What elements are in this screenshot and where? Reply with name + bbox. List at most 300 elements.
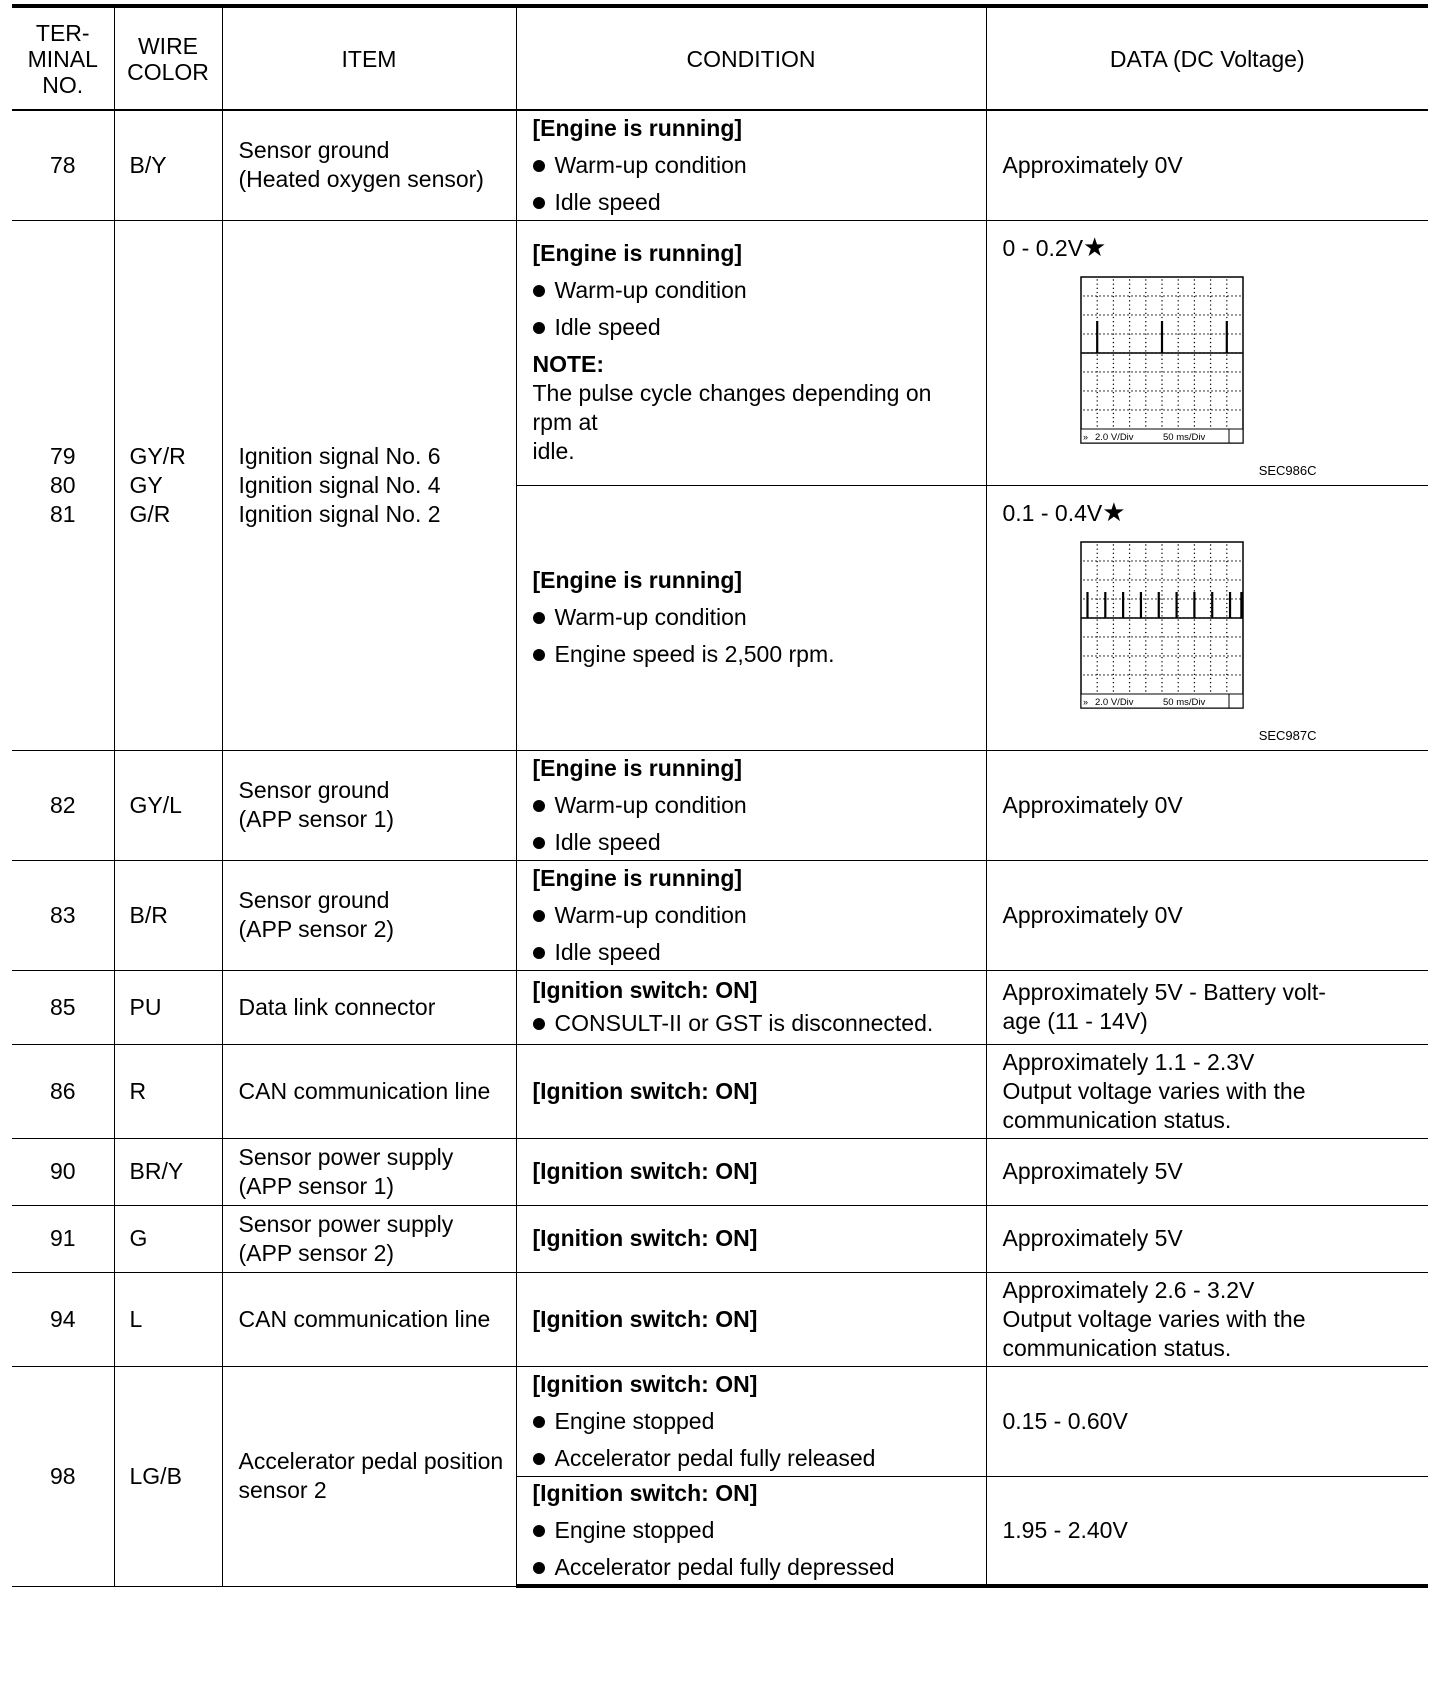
scope-grid-dot	[1177, 358, 1178, 359]
scope-grid-dot	[1143, 674, 1144, 675]
scope-grid-dot	[1128, 623, 1129, 624]
scope-corner-box	[1229, 694, 1243, 708]
scope-grid-dot	[1155, 598, 1156, 599]
scope-grid-dot	[1177, 665, 1178, 666]
scope-grid-dot	[1099, 674, 1100, 675]
scope-grid-dot	[1209, 665, 1210, 666]
scope-grid-dot	[1226, 648, 1227, 649]
scope-grid-dot	[1119, 655, 1120, 656]
wire-color: BR/Y	[114, 1138, 222, 1205]
scope-grid-dot	[1096, 283, 1097, 284]
scope-grid-dot	[1128, 279, 1129, 280]
scope-grid-dot	[1171, 390, 1172, 391]
scope-grid-dot	[1175, 674, 1176, 675]
scope-grid-dot	[1171, 333, 1172, 334]
scope-grid-dot	[1187, 295, 1188, 296]
scope-grid-dot	[1161, 362, 1162, 363]
scope-grid-dot	[1209, 619, 1210, 620]
scope-grid-dot	[1161, 573, 1162, 574]
scope-grid-dot	[1128, 673, 1129, 674]
scope-grid-dot	[1128, 686, 1129, 687]
scope-grid-dot	[1209, 573, 1210, 574]
terminal-no-80: 80	[49, 471, 76, 498]
scope-grid-dot	[1239, 314, 1240, 315]
item-cell	[222, 860, 516, 970]
scope-grid-dot	[1177, 350, 1178, 351]
scope-grid-dot	[1145, 560, 1146, 561]
scope-grid-dot	[1226, 362, 1227, 363]
scope-grid-dot	[1115, 295, 1116, 296]
scope-grid-dot	[1145, 619, 1146, 620]
scope-grid-dot	[1112, 606, 1113, 607]
scope-grid-dot	[1177, 627, 1178, 628]
scope-grid-dot	[1207, 371, 1208, 372]
scope-grid-dot	[1128, 594, 1129, 595]
scope-grid-dot	[1175, 390, 1176, 391]
scope-grid-dot	[1083, 598, 1084, 599]
scope-grid-dot	[1128, 640, 1129, 641]
scope-grid-dot	[1226, 598, 1227, 599]
scope-grid-dot	[1145, 362, 1146, 363]
scope-grid-dot	[1161, 556, 1162, 557]
scope-grid-dot	[1177, 615, 1178, 616]
scope-grid-dot	[1239, 409, 1240, 410]
scope-grid-dot	[1128, 358, 1129, 359]
scope-grid-dot	[1107, 409, 1108, 410]
scope-grid-dot	[1087, 314, 1088, 315]
scope-grid-dot	[1191, 636, 1192, 637]
scope-grid-dot	[1193, 304, 1194, 305]
scope-grid-dot	[1209, 677, 1210, 678]
scope-grid-dot	[1193, 421, 1194, 422]
scope-grid-dot	[1147, 333, 1148, 334]
scope-grid-dot	[1128, 350, 1129, 351]
scope-grid-dot	[1211, 333, 1212, 334]
scope-grid-dot	[1223, 636, 1224, 637]
scope-grid-dot	[1193, 623, 1194, 624]
scope-grid-dot	[1193, 325, 1194, 326]
scope-grid-dot	[1215, 636, 1216, 637]
scope-grid-dot	[1195, 560, 1196, 561]
scope-grid-dot	[1209, 577, 1210, 578]
scope-grid-dot	[1209, 425, 1210, 426]
scope-grid-dot	[1171, 371, 1172, 372]
scope-grid-dot	[1209, 636, 1210, 637]
scope-grid-dot	[1096, 636, 1097, 637]
scope-grid-dot	[1207, 560, 1208, 561]
scope-grid-dot	[1096, 400, 1097, 401]
scope-grid-dot	[1103, 674, 1104, 675]
scope-grid-dot	[1161, 396, 1162, 397]
scope-grid-dot	[1177, 644, 1178, 645]
scope-grid-dot	[1179, 295, 1180, 296]
data-cell: Approximately 0V	[986, 860, 1428, 970]
condition-cell	[516, 970, 986, 1044]
scope-grid-dot	[1087, 333, 1088, 334]
scope-grid-dot	[1147, 655, 1148, 656]
scope-grid-dot	[1111, 579, 1112, 580]
scope-grid-dot	[1226, 556, 1227, 557]
scope-grid-dot	[1128, 631, 1129, 632]
scope-grid-dot	[1161, 565, 1162, 566]
scope-grid-dot	[1226, 416, 1227, 417]
scope-grid-dot	[1219, 579, 1220, 580]
scope-grid-dot	[1193, 644, 1194, 645]
scope-grid-dot	[1143, 390, 1144, 391]
terminal-no: 91	[12, 1205, 114, 1272]
scope-grid-dot	[1177, 636, 1178, 637]
scope-grid-dot	[1226, 300, 1227, 301]
scope-grid-dot	[1226, 606, 1227, 607]
scope-grid-dot	[1155, 409, 1156, 410]
scope-grid-dot	[1103, 390, 1104, 391]
scope-grid-dot	[1209, 615, 1210, 616]
terminal-no: 98	[12, 1366, 114, 1586]
scope-grid-dot	[1091, 409, 1092, 410]
scope-grid-dot	[1209, 350, 1210, 351]
scope-grid-dot	[1167, 636, 1168, 637]
scope-grid-dot	[1209, 379, 1210, 380]
scope-grid-dot	[1161, 598, 1162, 599]
scope-grid-dot	[1195, 598, 1196, 599]
scope-grid-dot	[1151, 390, 1152, 391]
scope-grid-dot	[1195, 579, 1196, 580]
scope-grid-dot	[1087, 409, 1088, 410]
scope-grid-dot	[1193, 371, 1194, 372]
scope-grid-dot	[1145, 631, 1146, 632]
scope-grid-dot	[1161, 690, 1162, 691]
scope-grid-dot	[1107, 655, 1108, 656]
scope-grid-dot	[1209, 354, 1210, 355]
scope-grid-dot	[1209, 291, 1210, 292]
scope-grid-dot	[1167, 560, 1168, 561]
scope-grid-dot	[1235, 390, 1236, 391]
scope-grid-dot	[1226, 611, 1227, 612]
scope-grid-dot	[1151, 598, 1152, 599]
scope-grid-dot	[1091, 598, 1092, 599]
header-condition: CONDITION	[516, 6, 986, 110]
scope-grid-dot	[1096, 291, 1097, 292]
scope-grid-dot	[1128, 333, 1129, 334]
scope-grid-dot	[1177, 548, 1178, 549]
scope-grid-dot	[1161, 544, 1162, 545]
scope-grid-dot	[1128, 325, 1129, 326]
scope-grid-dot	[1131, 390, 1132, 391]
note-heading: NOTE:	[532, 351, 605, 377]
scope-grid-dot	[1177, 362, 1178, 363]
scope-grid-dot	[1183, 560, 1184, 561]
condition-bullet	[533, 313, 976, 342]
scope-grid-dot	[1112, 329, 1113, 330]
scope-grid-dot	[1139, 314, 1140, 315]
scope-grid-dot	[1193, 300, 1194, 301]
scope-grid-dot	[1179, 333, 1180, 334]
scope-grid-dot	[1091, 636, 1092, 637]
scope-grid-dot	[1226, 623, 1227, 624]
scope-grid-dot	[1209, 627, 1210, 628]
scope-grid-dot	[1235, 295, 1236, 296]
scope-grid-dot	[1209, 312, 1210, 313]
scope-grid-dot	[1161, 408, 1162, 409]
scope-grid-dot	[1209, 404, 1210, 405]
scope-grid-dot	[1091, 579, 1092, 580]
scope-grid-dot	[1231, 655, 1232, 656]
scope-grid-dot	[1112, 416, 1113, 417]
scope-grid-dot	[1128, 577, 1129, 578]
scope-grid-dot	[1147, 295, 1148, 296]
scope-grid-dot	[1128, 308, 1129, 309]
scope-grid-dot	[1161, 619, 1162, 620]
scope-grid-dot	[1199, 409, 1200, 410]
scope-grid-dot	[1087, 674, 1088, 675]
scope-grid-dot	[1159, 371, 1160, 372]
scope-grid-dot	[1177, 656, 1178, 657]
scope-grid-dot	[1161, 316, 1162, 317]
scope-grid-dot	[1161, 586, 1162, 587]
scope-grid-dot	[1209, 375, 1210, 376]
scope-grid-dot	[1112, 371, 1113, 372]
scope-grid-dot	[1096, 295, 1097, 296]
data-cell: Approximately 5V	[986, 1138, 1428, 1205]
scope-grid-dot	[1096, 416, 1097, 417]
scope-grid-dot	[1209, 333, 1210, 334]
scope-grid-dot	[1161, 375, 1162, 376]
table-row	[12, 1205, 1428, 1272]
scope-grid-dot	[1099, 333, 1100, 334]
scope-grid-dot	[1209, 594, 1210, 595]
wire-color-79: GY/R	[129, 442, 186, 469]
scope-grid-dot	[1209, 581, 1210, 582]
scope-grid-dot	[1177, 640, 1178, 641]
table-row	[12, 1138, 1428, 1205]
scope-grid-dot	[1177, 648, 1178, 649]
scope-grid-dot	[1226, 619, 1227, 620]
scope-grid-dot	[1193, 631, 1194, 632]
scope-grid-dot	[1209, 421, 1210, 422]
scope-grid-dot	[1145, 594, 1146, 595]
scope-grid-dot	[1095, 295, 1096, 296]
scope-grid-dot	[1145, 644, 1146, 645]
scope-grid-dot	[1096, 316, 1097, 317]
scope-grid-dot	[1161, 644, 1162, 645]
scope-grid-dot	[1145, 586, 1146, 587]
scope-grid-dot	[1096, 366, 1097, 367]
scope-grid-dot	[1112, 321, 1113, 322]
scope-grid-dot	[1147, 560, 1148, 561]
scope-grid-dot	[1177, 652, 1178, 653]
scope-grid-dot	[1209, 416, 1210, 417]
scope-grid-dot	[1096, 656, 1097, 657]
scope-grid-dot	[1226, 379, 1227, 380]
bullet-dot-icon	[533, 947, 545, 959]
scope-grid-dot	[1145, 661, 1146, 662]
scope-grid-dot	[1096, 669, 1097, 670]
scope-grid-dot	[1215, 314, 1216, 315]
scope-grid-dot	[1177, 408, 1178, 409]
scope-grid-dot	[1177, 400, 1178, 401]
scope-grid-dot	[1155, 295, 1156, 296]
scope-grid-dot	[1177, 606, 1178, 607]
item-cell	[222, 220, 516, 750]
scope-grid-dot	[1128, 690, 1129, 691]
scope-grid-dot	[1177, 383, 1178, 384]
condition-cell: [Ignition switch: ON]	[516, 1044, 986, 1138]
scope-grid-dot	[1223, 371, 1224, 372]
item-cell	[222, 110, 516, 220]
scope-grid-dot	[1112, 665, 1113, 666]
item-line-2: (APP sensor 2)	[238, 1239, 395, 1266]
condition-heading: [Engine is running]	[532, 754, 743, 781]
scope-grid-dot	[1095, 390, 1096, 391]
scope-grid-dot	[1193, 366, 1194, 367]
scope-grid-dot	[1099, 409, 1100, 410]
scope-grid-dot	[1107, 674, 1108, 675]
wire-color: B/R	[114, 860, 222, 970]
scope-grid-dot	[1199, 560, 1200, 561]
scope-grid-dot	[1128, 396, 1129, 397]
scope-grid-dot	[1112, 673, 1113, 674]
scope-grid-dot	[1193, 400, 1194, 401]
scope-grid-dot	[1128, 656, 1129, 657]
scope-grid-dot	[1161, 304, 1162, 305]
scope-grid-dot	[1161, 552, 1162, 553]
scope-grid-dot	[1177, 279, 1178, 280]
scope-grid-dot	[1235, 314, 1236, 315]
scope-grid-dot	[1135, 579, 1136, 580]
wire-color: G	[114, 1205, 222, 1272]
scope-grid-dot	[1171, 655, 1172, 656]
scope-grid-dot	[1099, 314, 1100, 315]
scope-grid-dot	[1161, 312, 1162, 313]
scope-grid-dot	[1143, 560, 1144, 561]
condition-cell	[516, 220, 986, 485]
scope-grid-dot	[1167, 579, 1168, 580]
scope-grid-dot	[1195, 295, 1196, 296]
scope-grid-dot	[1083, 674, 1084, 675]
scope-grid-dot	[1195, 314, 1196, 315]
scope-grid-dot	[1161, 404, 1162, 405]
scope-grid-dot	[1175, 314, 1176, 315]
scope-grid-dot	[1083, 314, 1084, 315]
data-cell	[986, 220, 1428, 485]
condition-bullet	[533, 1516, 976, 1545]
scope-grid-dot	[1135, 390, 1136, 391]
condition-bullet-text: Warm-up condition	[554, 901, 747, 928]
scope-grid-dot	[1145, 283, 1146, 284]
scope-grid-dot	[1128, 421, 1129, 422]
scope-grid-dot	[1219, 390, 1220, 391]
scope-grid-dot	[1087, 655, 1088, 656]
scope-grid-dot	[1219, 295, 1220, 296]
scope-grid-dot	[1095, 579, 1096, 580]
scope-grid-dot	[1159, 636, 1160, 637]
scope-grid-dot	[1096, 412, 1097, 413]
scope-grid-dot	[1193, 569, 1194, 570]
scope-grid-dot	[1191, 579, 1192, 580]
scope-grid-dot	[1215, 579, 1216, 580]
scope-grid-dot	[1209, 279, 1210, 280]
scope-grid-dot	[1209, 295, 1210, 296]
condition-cell: [Ignition switch: ON]	[516, 1272, 986, 1366]
scope-grid-dot	[1143, 314, 1144, 315]
scope-grid-dot	[1119, 314, 1120, 315]
scope-grid-dot	[1191, 560, 1192, 561]
scope-grid-dot	[1115, 314, 1116, 315]
condition-bullet	[533, 1407, 976, 1436]
scope-grid-dot	[1112, 556, 1113, 557]
scope-grid-dot	[1177, 404, 1178, 405]
scope-grid-dot	[1199, 598, 1200, 599]
scope-grid-dot	[1096, 396, 1097, 397]
scope-grid-dot	[1193, 308, 1194, 309]
scope-grid-dot	[1209, 358, 1210, 359]
scope-grid-dot	[1107, 636, 1108, 637]
scope-grid-dot	[1171, 295, 1172, 296]
data-cell	[986, 1044, 1428, 1138]
scope-grid-dot	[1219, 371, 1220, 372]
scope-grid-dot	[1095, 655, 1096, 656]
scope-grid-dot	[1183, 409, 1184, 410]
scope-grid-dot	[1145, 669, 1146, 670]
scope-grid-dot	[1128, 661, 1129, 662]
scope-grid-dot	[1112, 619, 1113, 620]
scope-grid-dot	[1127, 390, 1128, 391]
table-row	[12, 1366, 1428, 1476]
scope-grid-dot	[1112, 636, 1113, 637]
scope-grid-dot	[1193, 362, 1194, 363]
scope-grid-dot	[1171, 598, 1172, 599]
scope-grid-dot	[1091, 390, 1092, 391]
scope-grid-dot	[1145, 548, 1146, 549]
scope-grid-dot	[1145, 287, 1146, 288]
scope-grid-dot	[1131, 674, 1132, 675]
scope-grid-dot	[1219, 409, 1220, 410]
scope-grid-dot	[1161, 416, 1162, 417]
scope-grid-dot	[1107, 598, 1108, 599]
scope-grid-dot	[1112, 644, 1113, 645]
scope-grid-dot	[1127, 314, 1128, 315]
scope-grid-dot	[1171, 579, 1172, 580]
scope-grid-dot	[1199, 333, 1200, 334]
scope-grid-dot	[1227, 560, 1228, 561]
scope-grid-dot	[1226, 312, 1227, 313]
data-line-2: Output voltage varies with the	[1002, 1305, 1306, 1332]
oscilloscope-figure	[1003, 528, 1333, 750]
scope-grid-dot	[1226, 665, 1227, 666]
scope-grid-dot	[1128, 602, 1129, 603]
scope-grid-dot	[1128, 341, 1129, 342]
scope-grid-dot	[1096, 577, 1097, 578]
scope-grid-dot	[1209, 631, 1210, 632]
scope-grid-dot	[1128, 544, 1129, 545]
condition-bullet	[533, 901, 976, 930]
item-line-2: (Heated oxygen sensor)	[238, 166, 484, 193]
scope-grid-dot	[1193, 358, 1194, 359]
scope-grid-dot	[1175, 371, 1176, 372]
scope-grid-dot	[1187, 636, 1188, 637]
data-value-text: 0 - 0.2V	[1002, 234, 1084, 261]
data-line-1: Approximately 5V - Battery volt-	[1002, 979, 1326, 1005]
scope-grid-dot	[1161, 665, 1162, 666]
scope-grid-dot	[1209, 686, 1210, 687]
terminal-no: 86	[12, 1044, 114, 1138]
scope-grid-dot	[1091, 333, 1092, 334]
scope-grid-dot	[1112, 295, 1113, 296]
scope-grid-dot	[1128, 615, 1129, 616]
scope-grid-dot	[1177, 346, 1178, 347]
scope-grid-dot	[1159, 314, 1160, 315]
item-line-1: Sensor ground	[238, 887, 390, 913]
